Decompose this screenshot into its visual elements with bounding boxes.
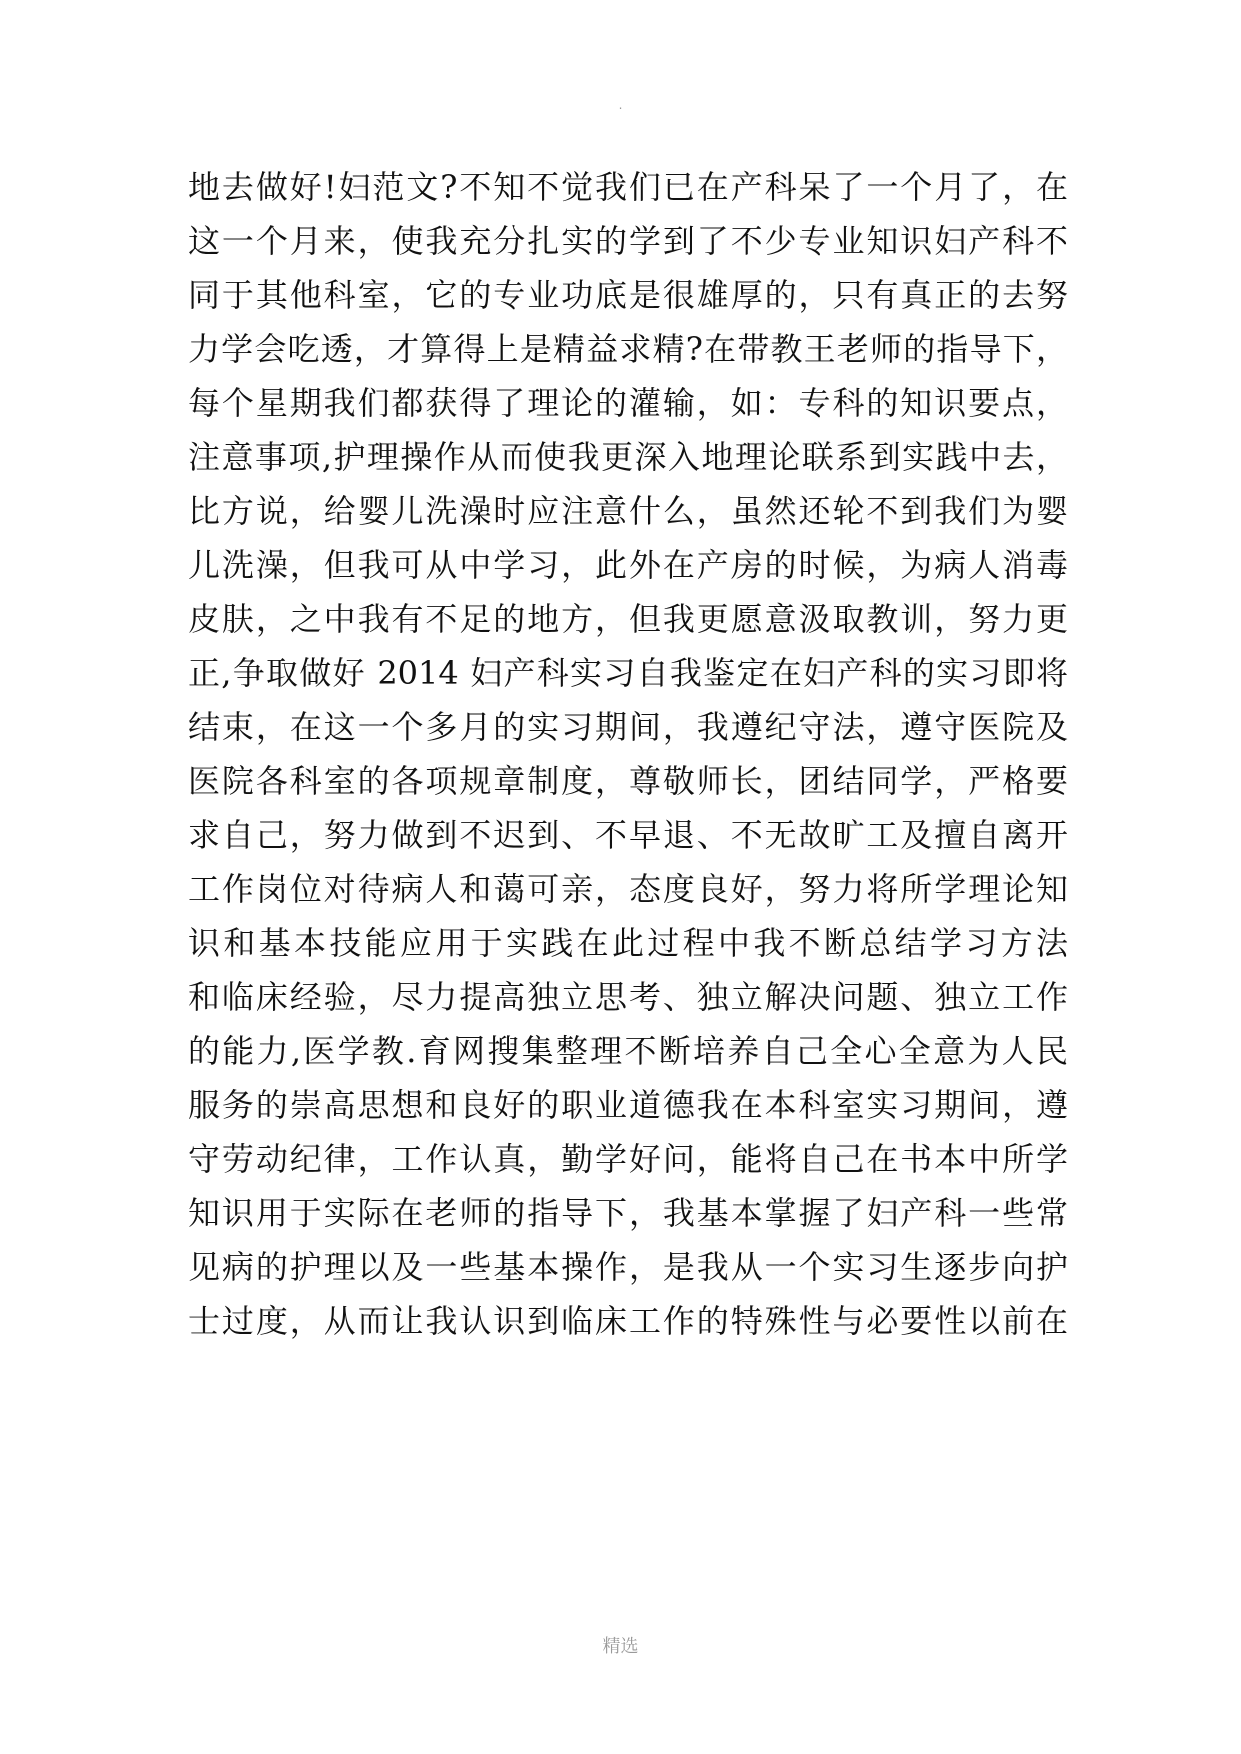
text-line: 儿洗澡，但我可从中学习，此外在产房的时候，为病人消毒 (188, 546, 1068, 584)
text-line: 同于其他科室，它的专业功底是很雄厚的，只有真正的去努 (188, 276, 1068, 314)
text-line: 士过度，从而让我认识到临床工作的特殊性与必要性以前在 (188, 1302, 1068, 1340)
text-line: 这一个月来，使我充分扎实的学到了不少专业知识妇产科不 (188, 222, 1068, 260)
text-line: 皮肤，之中我有不足的地方，但我更愿意汲取教训，努力更 (188, 600, 1068, 638)
footer-label: 精选 (602, 1636, 639, 1657)
text-line: 的能力,医学教.育网搜集整理不断培养自己全心全意为人民 (188, 1032, 1068, 1070)
document-body (188, 160, 1068, 1348)
text-line: 见病的护理以及一些基本操作，是我从一个实习生逐步向护 (188, 1248, 1068, 1286)
text-line: 求自己，努力做到不迟到、不早退、不无故旷工及擅自离开 (188, 816, 1068, 854)
text-line: 结束，在这一个多月的实习期间，我遵纪守法，遵守医院及 (188, 708, 1068, 746)
text-line: 识和基本技能应用于实践在此过程中我不断总结学习方法 (188, 924, 1068, 962)
text-line: 服务的崇高思想和良好的职业道德我在本科室实习期间，遵 (188, 1086, 1068, 1124)
text-line: 守劳动纪律，工作认真，勤学好问，能将自己在书本中所学 (188, 1140, 1068, 1178)
text-line: 力学会吃透，才算得上是精益求精?在带教王老师的指导下， (188, 330, 1068, 368)
text-line: 比方说，给婴儿洗澡时应注意什么，虽然还轮不到我们为婴 (188, 492, 1068, 530)
text-line: 医院各科室的各项规章制度，尊敬师长，团结同学，严格要 (188, 762, 1068, 800)
header-dot: . (618, 98, 623, 112)
text-line: 注意事项,护理操作从而使我更深入地理论联系到实践中去， (188, 438, 1068, 476)
text-line: 工作岗位对待病人和蔼可亲，态度良好，努力将所学理论知 (188, 870, 1068, 908)
text-line: 正,争取做好 2014 妇产科实习自我鉴定在妇产科的实习即将 (188, 654, 1068, 692)
text-line: 每个星期我们都获得了理论的灌输，如：专科的知识要点， (188, 384, 1068, 422)
text-line: 知识用于实际在老师的指导下，我基本掌握了妇产科一些常 (188, 1194, 1068, 1232)
text-line: 地去做好!妇范文?不知不觉我们已在产科呆了一个月了，在 (188, 168, 1068, 206)
text-line: 和临床经验，尽力提高独立思考、独立解决问题、独立工作 (188, 978, 1068, 1016)
